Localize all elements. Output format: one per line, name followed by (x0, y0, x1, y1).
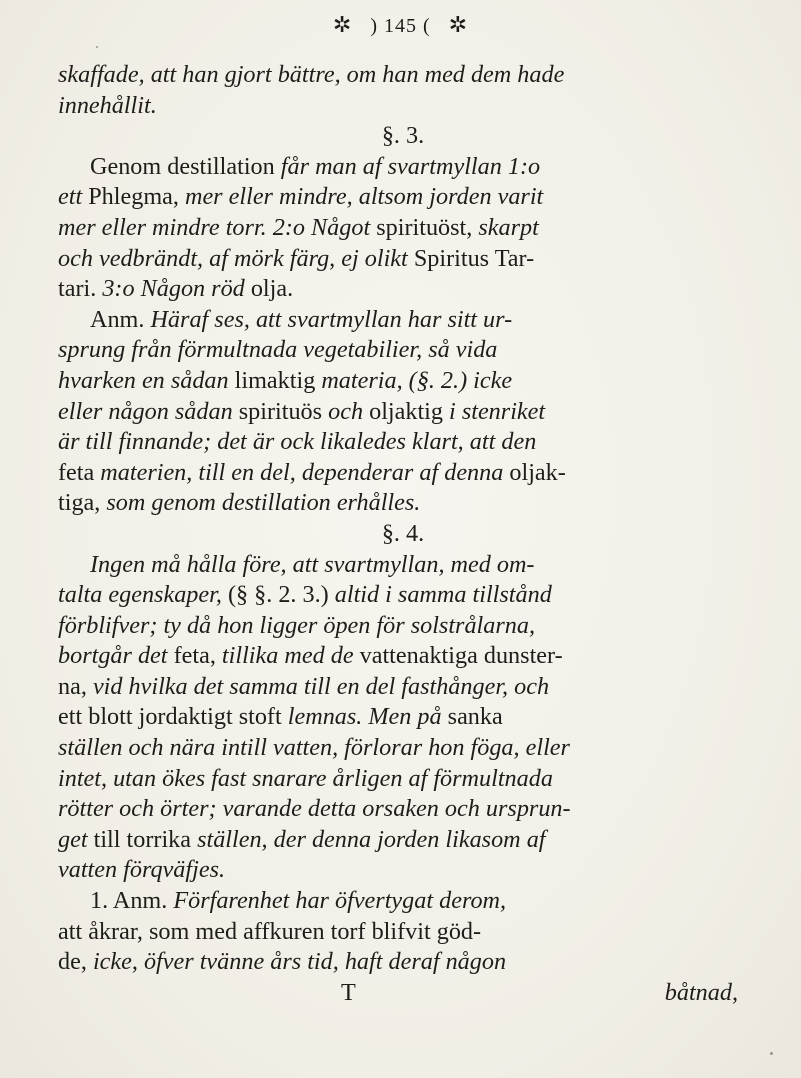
text-line: sprung från förmultnada vegetabilier, så vida (58, 336, 498, 364)
text-line: bortgår det feta, tillika med de vattenaktiga dunster- (58, 642, 563, 670)
ornament-right-icon: ✲ (448, 12, 469, 37)
text-line: feta materien, till en del, dependerar af denna oljak- (58, 458, 566, 486)
text-line: get till torrika ställen, der denna jorden likasom af (58, 825, 546, 853)
text-line: hvarken en sådan limaktig materia, (§. 2.) icke (58, 366, 513, 394)
text-line: att åkrar, som med affkuren torf blifvit göd- (58, 917, 482, 945)
page-body (58, 60, 748, 1008)
paper-speck (770, 1052, 773, 1055)
text-line: 1. Anm. Förfarenhet har öfvertygat derom, (90, 887, 507, 915)
page-number: ) 145 ( (370, 15, 431, 37)
text-line: Ingen må hålla före, att svartmyllan, med om- (90, 550, 535, 578)
text-line: Anm. Häraf ses, att svartmyllan har sitt ur- (90, 305, 513, 333)
text-line: skaffade, att han gjort bättre, om han med dem hade (58, 61, 565, 88)
text-line: ett Phlegma, mer eller mindre, altsom jorden varit (58, 183, 544, 211)
text-line: mer eller mindre torr. 2:o Något spirituöst, skarpt (58, 213, 539, 241)
text-line: Genom destillation får man af svartmyllan 1:o (90, 152, 541, 180)
text-line: ett blott jordaktigt stoft lemnas. Men på sanka (58, 703, 503, 731)
text-line: talta egenskaper, (§ §. 2. 3.) altid i samma tillstånd (58, 581, 552, 609)
text-line: förblifver; ty då hon ligger öpen för solstrålarna, (58, 611, 536, 639)
text-line: rötter och örter; varande detta orsaken och ursprun- (58, 795, 571, 823)
text-line: tari. 3:o Någon röd olja. (58, 275, 294, 303)
text-line: ställen och nära intill vatten, förlorar hon föga, eller (58, 734, 570, 762)
signature-mark: T (341, 978, 356, 1006)
text-line: tiga, som genom destillation erhålles. (58, 489, 421, 517)
page-header (0, 12, 801, 38)
text-line: vatten förqväfjes. (58, 856, 226, 884)
catchword-line (58, 978, 748, 1009)
section-heading-4: §. 4. (381, 519, 425, 547)
text-line: och vedbrändt, af mörk färg, ej olikt Spiritus Tar- (58, 244, 535, 272)
ornament-left-icon: ✲ (332, 12, 353, 37)
text-line: eller någon sådan spirituös och oljaktig i stenriket (58, 397, 546, 425)
text-line: intet, utan ökes fast snarare årligen af förmultnada (58, 764, 553, 792)
text-line: de, icke, öfver tvänne års tid, haft deraf någon (58, 948, 507, 976)
text-line: är till finnande; det är ock likaledes klart, att den (58, 428, 537, 456)
paper-speck (96, 46, 98, 48)
text-line: innehållit. (58, 91, 157, 119)
catchword: båtnad, (664, 978, 738, 1006)
section-heading-3: §. 3. (381, 122, 425, 150)
text-line: na, vid hvilka det samma till en del fasthånger, och (58, 672, 550, 700)
